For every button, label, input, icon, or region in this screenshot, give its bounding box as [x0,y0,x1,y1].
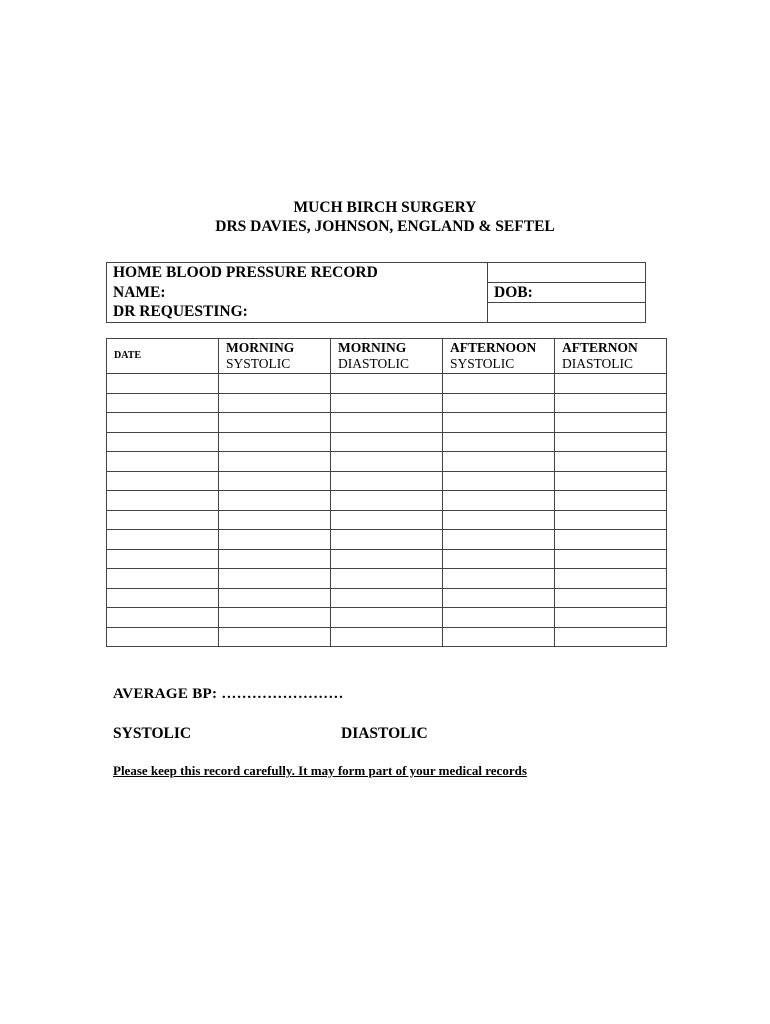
table-row [107,452,667,472]
entry-cell[interactable] [331,471,443,491]
doctors-names: DRS DAVIES, JOHNSON, ENGLAND & SEFTEL [215,218,555,235]
entry-cell[interactable] [555,608,667,628]
col-header-top: MORNING [226,340,295,355]
entry-cell[interactable] [219,569,331,589]
entry-cell[interactable] [555,491,667,511]
table-row [107,549,667,569]
entry-cell[interactable] [331,569,443,589]
entry-cell[interactable] [555,413,667,433]
entry-cell[interactable] [555,432,667,452]
entry-cell[interactable] [219,549,331,569]
entry-cell[interactable] [555,510,667,530]
entry-cell[interactable] [331,393,443,413]
entry-cell[interactable] [219,413,331,433]
table-row [107,471,667,491]
col-header-top: MORNING [338,340,407,355]
entry-cell[interactable] [331,549,443,569]
entry-cell[interactable] [107,413,219,433]
patient-info-box [106,262,646,323]
entry-cell[interactable] [107,374,219,394]
col-header-bottom: SYSTOLIC [450,356,515,371]
col-header-top: AFTERNON [562,340,638,355]
name-field-label: NAME: [107,283,488,303]
dr-requesting-label: DR REQUESTING: [107,303,488,323]
entry-cell[interactable] [555,569,667,589]
entry-cell[interactable] [107,491,219,511]
entry-cell[interactable] [107,432,219,452]
col-header-bottom: DIASTOLIC [562,356,634,371]
col-afternoon-systolic [443,339,555,374]
entry-cell[interactable] [331,530,443,550]
entry-cell[interactable] [555,588,667,608]
record-title: HOME BLOOD PRESSURE RECORD [107,263,488,283]
dob-field-label: DOB: [488,283,646,303]
entry-cell[interactable] [331,491,443,511]
entry-cell[interactable] [331,627,443,647]
entry-cell[interactable] [219,393,331,413]
entry-cell[interactable] [107,588,219,608]
table-row [107,569,667,589]
entry-cell[interactable] [219,608,331,628]
entry-cell[interactable] [219,510,331,530]
entry-cell[interactable] [107,393,219,413]
entry-cell[interactable] [219,530,331,550]
entry-cell[interactable] [219,432,331,452]
table-row [107,374,667,394]
entry-cell[interactable] [555,393,667,413]
entry-cell[interactable] [331,608,443,628]
records-note: Please keep this record carefully. It may form part of your medical records [113,763,527,778]
date-column-header: DATE [107,339,219,374]
entry-cell[interactable] [219,471,331,491]
col-afternoon-diastolic [555,339,667,374]
entry-cell[interactable] [443,432,555,452]
entry-cell[interactable] [107,471,219,491]
entry-cell[interactable] [107,627,219,647]
table-row [107,413,667,433]
blank-cell [488,263,646,283]
entry-cell[interactable] [555,627,667,647]
entry-cell[interactable] [443,452,555,472]
entry-cell[interactable] [443,627,555,647]
table-row [107,393,667,413]
entry-cell[interactable] [107,530,219,550]
systolic-label: SYSTOLIC [113,725,192,742]
col-morning-systolic [219,339,331,374]
entry-cell[interactable] [443,393,555,413]
entry-cell[interactable] [443,510,555,530]
col-header-bottom: SYSTOLIC [226,356,291,371]
table-row [107,588,667,608]
entry-cell[interactable] [443,549,555,569]
table-body [107,374,667,647]
entry-cell[interactable] [107,608,219,628]
entry-cell[interactable] [443,491,555,511]
entry-cell[interactable] [219,491,331,511]
entry-cell[interactable] [443,471,555,491]
entry-cell[interactable] [555,374,667,394]
entry-cell[interactable] [219,374,331,394]
bp-readings-table [106,338,667,647]
table-row [107,510,667,530]
table-row [107,530,667,550]
surgery-name: MUCH BIRCH SURGERY [293,199,477,216]
diastolic-label: DIASTOLIC [341,725,428,742]
table-row [107,491,667,511]
entry-cell[interactable] [443,588,555,608]
average-bp-label: AVERAGE BP: …………………… [113,686,344,702]
entry-cell[interactable] [331,432,443,452]
table-row [107,627,667,647]
entry-cell[interactable] [331,510,443,530]
blank-cell [488,303,646,323]
entry-cell[interactable] [443,608,555,628]
entry-cell[interactable] [443,413,555,433]
entry-cell[interactable] [555,471,667,491]
entry-cell[interactable] [219,452,331,472]
entry-cell[interactable] [331,588,443,608]
table-row [107,608,667,628]
entry-cell[interactable] [555,530,667,550]
col-morning-diastolic [331,339,443,374]
entry-cell[interactable] [443,569,555,589]
entry-cell[interactable] [107,549,219,569]
entry-cell[interactable] [555,452,667,472]
entry-cell[interactable] [219,627,331,647]
entry-cell[interactable] [443,530,555,550]
entry-cell[interactable] [219,588,331,608]
entry-cell[interactable] [107,452,219,472]
entry-cell[interactable] [443,374,555,394]
col-header-bottom: DIASTOLIC [338,356,410,371]
entry-cell[interactable] [107,569,219,589]
entry-cell[interactable] [107,510,219,530]
entry-cell[interactable] [331,452,443,472]
table-row [107,432,667,452]
entry-cell[interactable] [331,413,443,433]
entry-cell[interactable] [331,374,443,394]
col-header-top: AFTERNOON [450,340,537,355]
table-header-row [107,339,667,374]
entry-cell[interactable] [555,549,667,569]
